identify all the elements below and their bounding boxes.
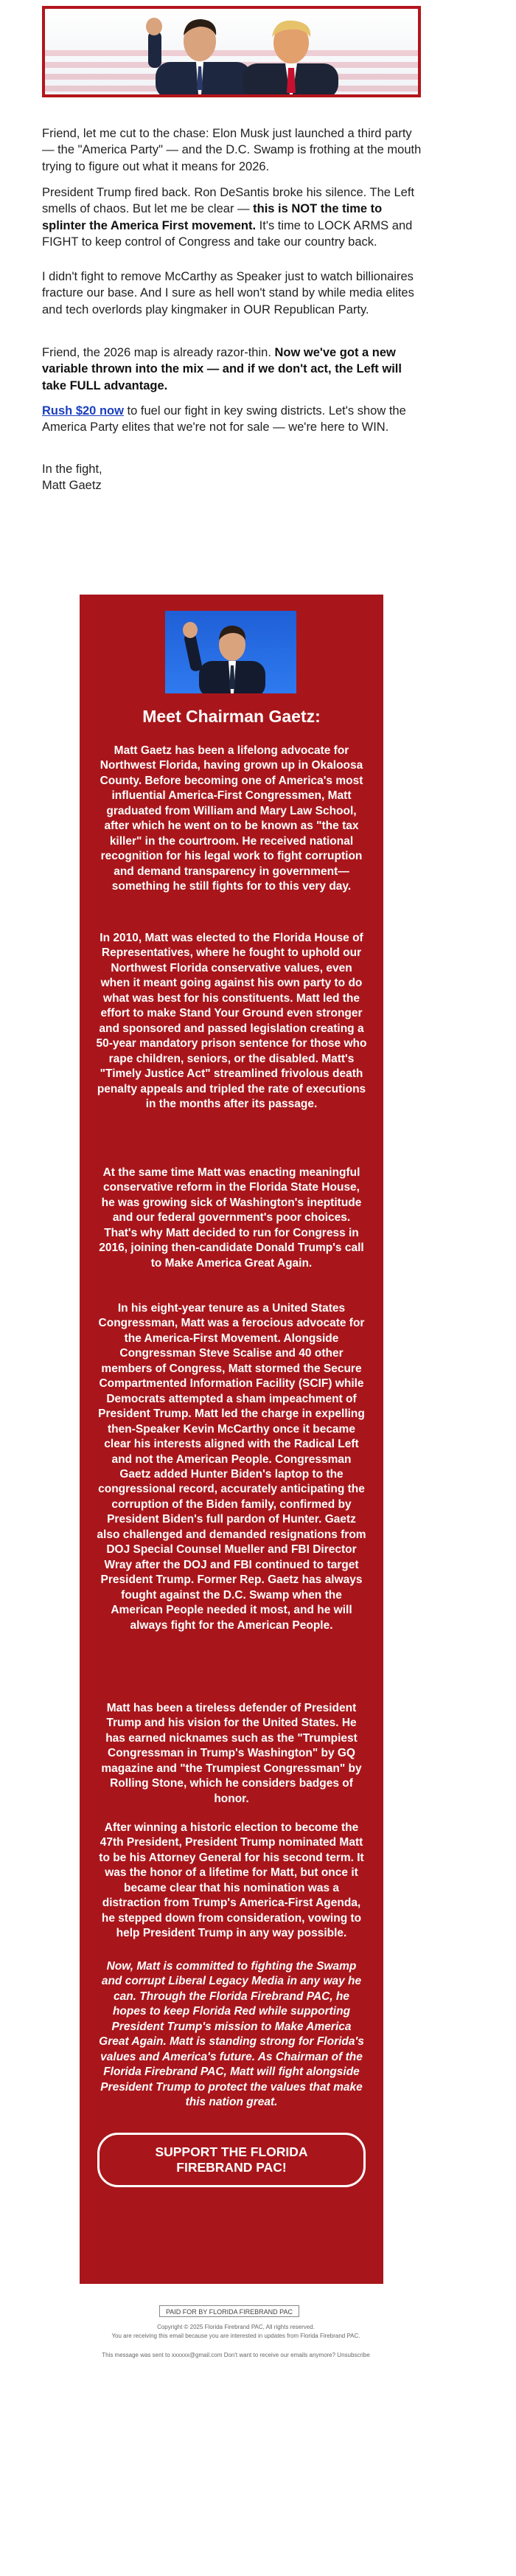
bio-paragraph-6: After winning a historic election to become the 47th President, President Trump nominated Matt to be his Attorney General for his second term. It was the honor of a lifetime for Matt, but once it became clear that his nomination was a distraction from Trump's America-First Agenda, he stepped down from consideration, vowing to help President Trump in any way possible. <box>99 1821 364 1940</box>
trump-fired-back-text <box>42 184 425 250</box>
intro-text: Friend, let me cut to the chase: Elon Musk just launched a third party — the "America Party" — and the D.C. Swamp is frothing at the mouth trying to figure out what it means for 2026. <box>42 127 422 173</box>
map-text <box>42 344 425 394</box>
rush-text <box>42 403 425 436</box>
paragraph-mccarthy <box>42 269 425 318</box>
paid-for-disclaimer: PAID FOR BY FLORIDA FIREBRAND PAC <box>159 2305 299 2317</box>
footer-reason: You are receiving this email because you are interested in updates from Florida Firebrand PAC. <box>111 2333 360 2339</box>
chairman-photo <box>165 611 296 693</box>
p2-bold: this is NOT the time to splinter the America First movement. <box>42 202 383 232</box>
support-pac-button[interactable]: SUPPORT THE FLORIDA FIREBRAND PAC! <box>97 2133 366 2187</box>
p5-end: to fuel our fight in key swing districts. Let's show the America Party elites that we're not for sale — we're here to WIN. <box>42 404 406 434</box>
bio-paragraph-2: In 2010, Matt was elected to the Florida House of Representatives, where he fought to uphold our Northwest Florida conservative values, even when it meant going against his own party to do what was best for his constituents. Matt led the effort to make Stand Your Ground even stronger and sponsored and passed legislation creating a 50-year mandatory prison sentence for those who rape children, seniors, or the disabled. Matt's "Timely Justice Act" streamlined frivolous death penalty appeals and tripled the rate of executions in the months after its passage. <box>96 932 367 1110</box>
bio-paragraph-1: Matt Gaetz has been a lifelong advocate for Northwest Florida, having grown up in Okaloosa County. Before becoming one of America's most influential America-First Congressmen, Matt graduated from William and Mary Law School, after which he went on to be known as "the tax killer" in the courtroom. He received national recognition for his legal work to fight corruption and demand transparency in government—something he still fights for to this very day. <box>100 744 363 893</box>
bio-paragraph-5: Matt has been a tireless defender of President Trump and his vision for the United States. He has earned nicknames such as the "Trumpiest Congressman in Trump's Washington" by GQ magazine and "the Trumpiest Congressman" by Rolling Stone, which he considers badges of honor. <box>101 1702 362 1805</box>
chairman-portrait-icon <box>165 611 296 693</box>
mccarthy-text: I didn't fight to remove McCarthy as Speaker just to watch billionaires fracture our base. And I sure as hell won't stand by while media elites and tech overlords play kingmaker in OUR Republican Party. <box>42 270 414 316</box>
bio-paragraph-7: Now, Matt is committed to fighting the Swamp and corrupt Liberal Legacy Media in any way he can. Through the Florida Firebrand PAC, he hopes to keep Florida Red while supporting President Trump's mission to Make America Great Again. Matt is standing strong for Florida's values and America's future. As Chairman of the Florida Firebrand PAC, Matt will fight alongside President Trump to protect the values that make this nation great. <box>99 1960 364 2109</box>
footer-copyright: Copyright © 2025 Florida Firebrand PAC, All rights reserved. <box>157 2324 315 2330</box>
signature-text: Matt Gaetz <box>42 479 102 493</box>
portrait-photo <box>45 9 418 94</box>
header-banner <box>42 6 421 97</box>
p4-start: Friend, the 2026 map is already razor-thin. <box>42 346 275 359</box>
p4-bold: Now we've got a new variable thrown into the mix — and if we don't act, the Left will take FULL advantage. <box>42 346 402 392</box>
bio-title: Meet Chairman Gaetz: <box>142 707 321 726</box>
signoff-text: In the fight, <box>42 463 102 476</box>
paragraph-trump-fired-back <box>42 184 425 250</box>
paragraph-2026-map <box>42 344 425 394</box>
bio-paragraph-4: In his eight-year tenure as a United States Congressman, Matt was a ferocious advocate for the America-First Movement. Alongside Congressman Steve Scalise and 40 other members of Congress, Matt stormed the Secure Compartmented Information Facility (SCIF) while Democrats attempted a sham impeachment of President Trump. Matt led the charge in expelling then-Speaker Kevin McCarthy once it became clear his interests aligned with the Radical Left and not the American People. Congressman Gaetz added Hunter Biden's laptop to the congressional record, accurately anticipating the corruption of the Biden family, confirmed by President Biden's full pardon of Hunter. Gaetz also challenged and demanded resignations from DOJ Special Counsel Mueller and FBI Director Wray after the DOJ and FBI continued to target President Trump. Former Rep. Gaetz has always fought against the D.C. Swamp when the American People needed it most, and he will always fight for the American People. <box>97 1302 366 1632</box>
paragraph-rush <box>42 403 425 436</box>
signoff-block <box>42 461 425 494</box>
p2-end: It's time to LOCK ARMS and FIGHT to keep control of Congress and take our country back. <box>42 218 413 249</box>
paragraph-intro <box>42 125 425 175</box>
p2-start: President Trump fired back. Ron DeSantis broke his silence. The Left smells of chaos. But let me be clear — <box>42 186 415 216</box>
rush-20-link[interactable]: Rush $20 now <box>42 404 124 418</box>
footer-unsubscribe[interactable]: This message was sent to xxxxxx@gmail.com Don't want to receive our emails anymore? Unsubscribe <box>102 2352 370 2358</box>
bio-panel <box>80 595 383 2284</box>
bio-paragraph-3: At the same time Matt was enacting meaningful conservative reform in the Florida State House, he was growing sick of Washington's ineptitude and our federal government's poor choices. That's why Matt decided to run for Congress in 2016, joining then-candidate Donald Trump's call to Make America Great Again. <box>99 1166 364 1270</box>
